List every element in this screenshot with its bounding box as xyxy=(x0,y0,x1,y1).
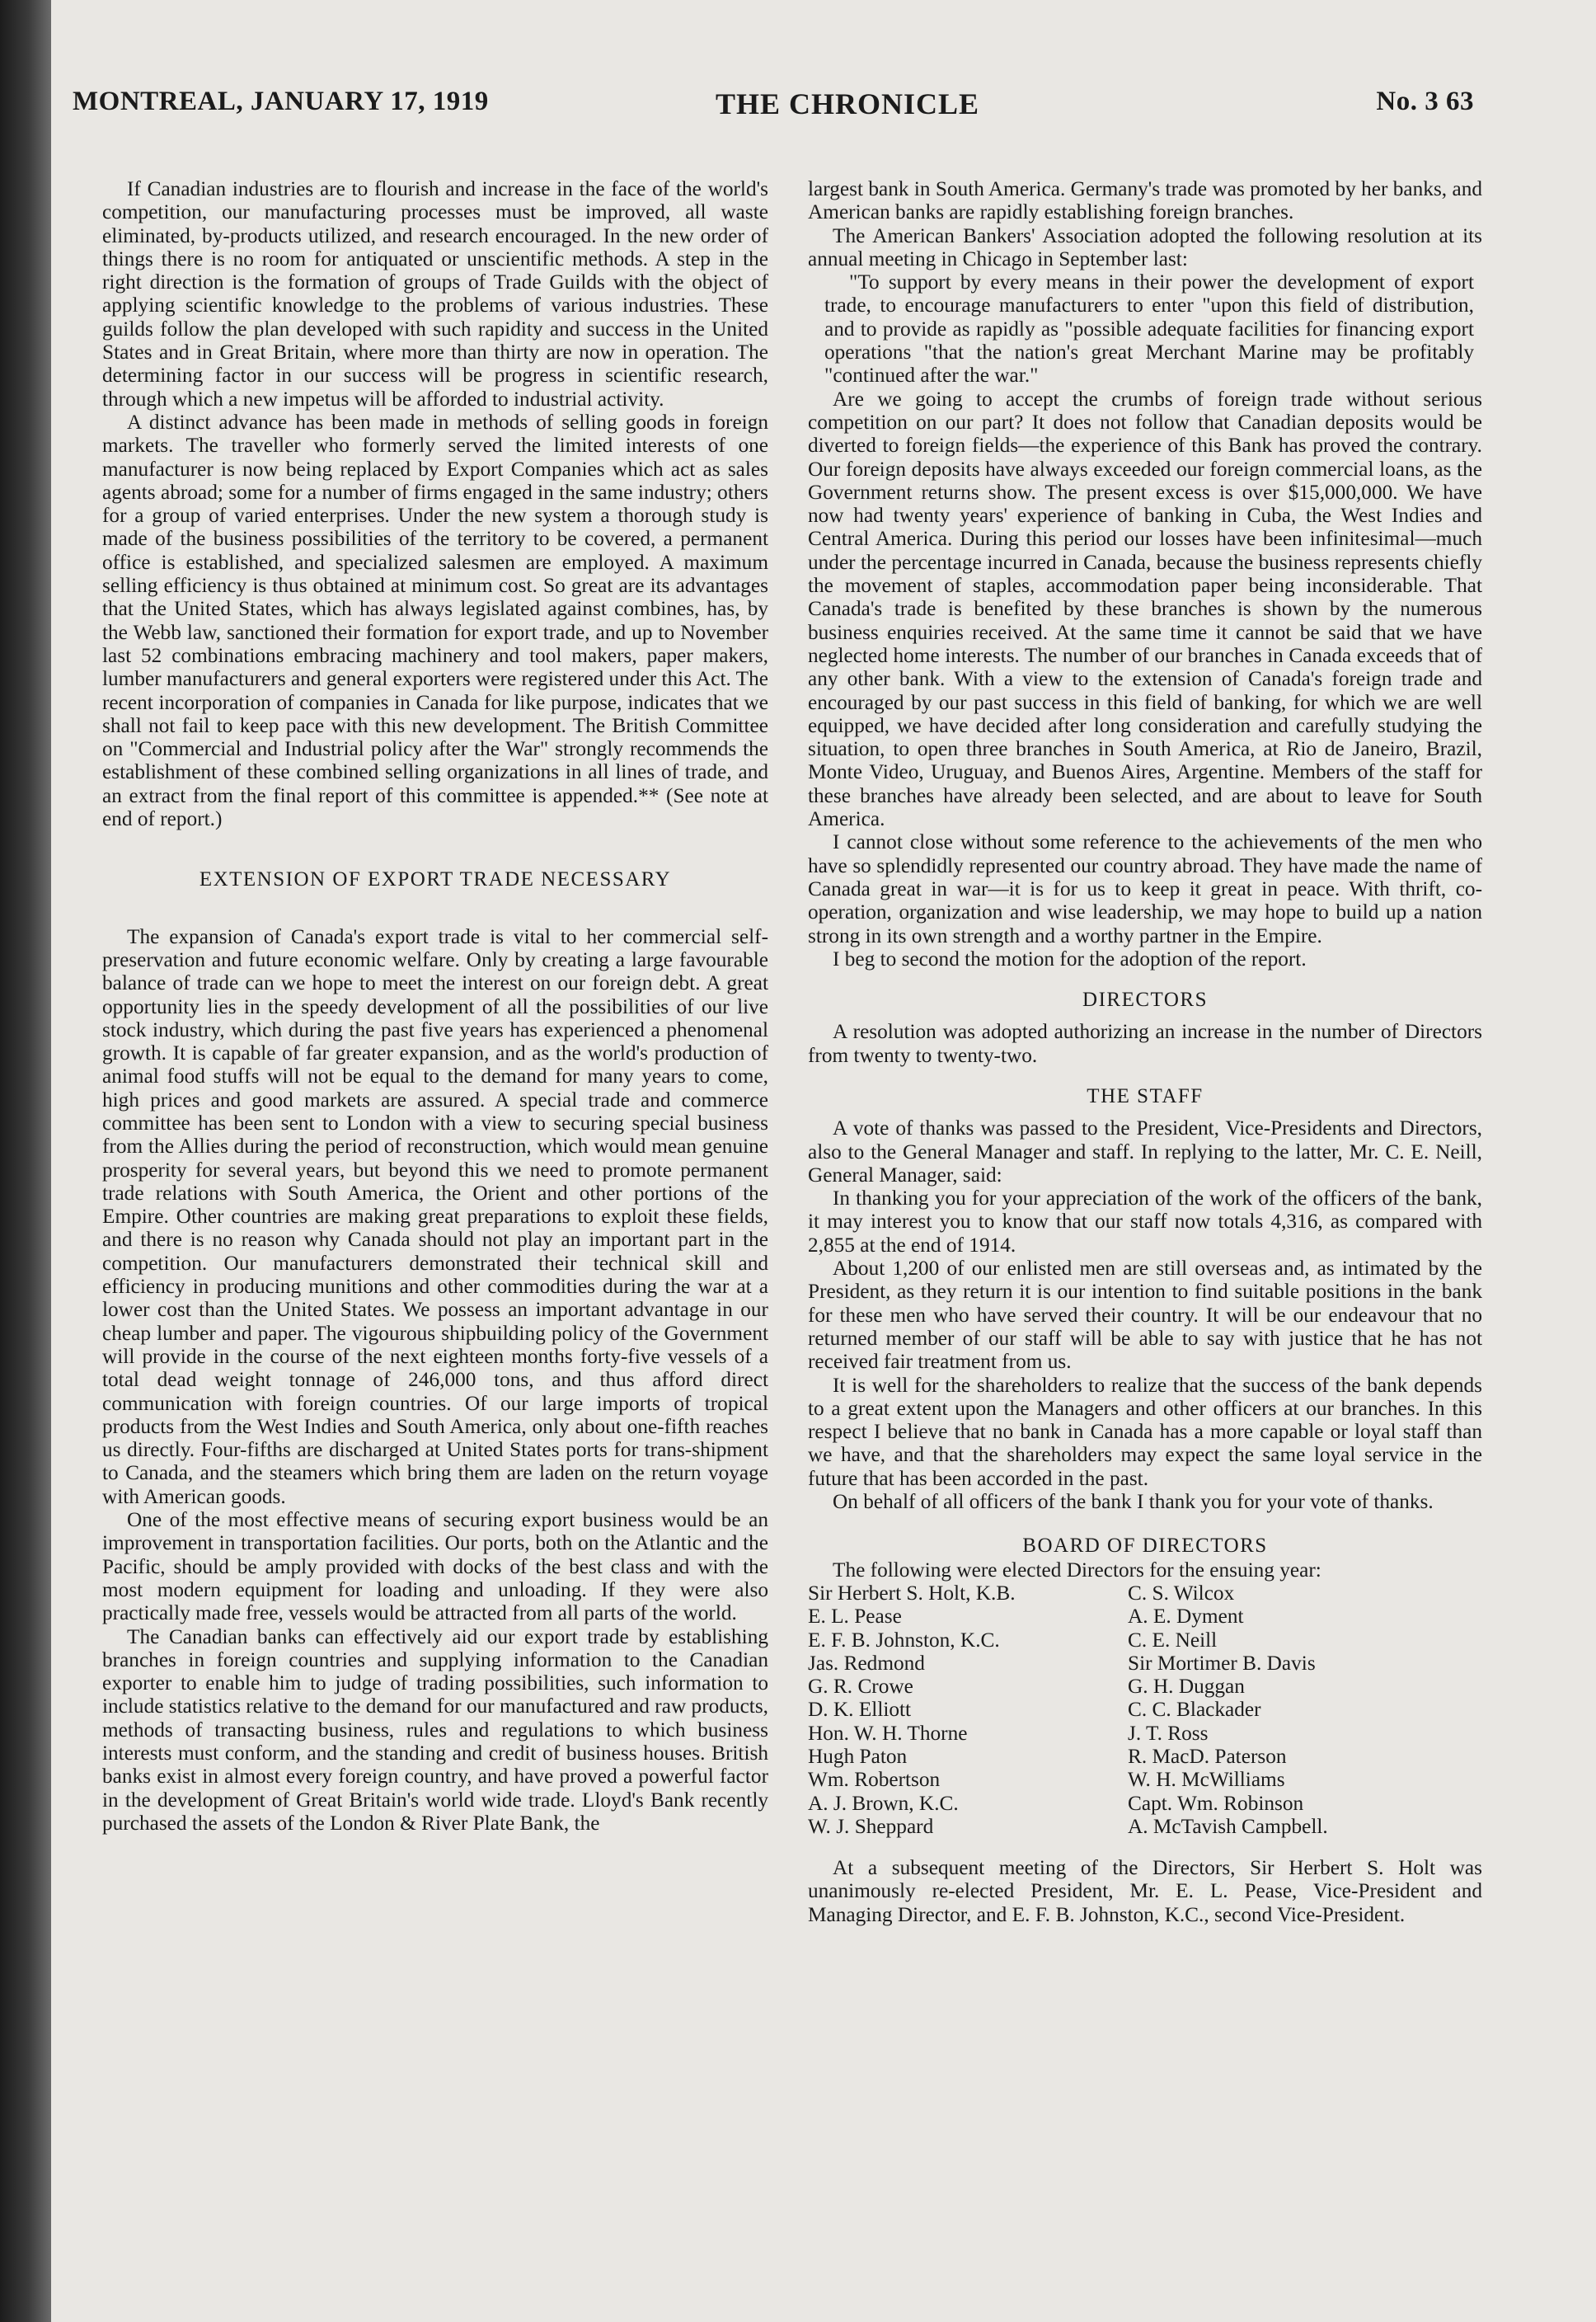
closing-paragraph: At a subsequent meeting of the Directors, Sir Herbert S. Holt was unanimously re-elected President, Mr. E. L. Pease, Vice-President and Managing Director, and E. F. B. Johnston, K.C., second Vice-President. xyxy=(808,1856,1482,1926)
paragraph: In thanking you for your appreciation of the work of the officers of the bank, it may interest you to know that our staff now totals 4,316, as compared with 2,855 at the end of 1914. xyxy=(808,1187,1482,1257)
left-column xyxy=(102,177,768,1835)
director-name: G. R. Crowe xyxy=(808,1675,913,1699)
director-name: Hugh Paton xyxy=(808,1745,908,1768)
section-heading-directors: DIRECTORS xyxy=(1082,989,1208,1012)
director-name: Sir Mortimer B. Davis xyxy=(1128,1651,1316,1675)
paragraph: A distinct advance has been made in methods of selling goods in foreign markets. The traveller who formerly served the limited interests of one manufacturer is now being replaced by Export Companies which act as sales agents abroad; some for a number of firms engaged in the same industry; others for a group of varied enterprises. Under the new system a thorough study is made of the business possibilities of the territory to be covered, a permanent office is established, and specialized salesmen are employed. A maximum selling efficiency is thus obtained at minimum cost. So great are its advantages that the United States, which has always legislated against combines, has, by the Webb law, sanctioned their formation for export trade, and up to November last 52 combinations embracing machinery and tool makers, paper makers, lumber manufacturers and general exporters were registered under this Act. The recent incorporation of companies in Canada for like purpose, indicates that we shall not fail to keep pace with this new development. The British Committee on "Commercial and Industrial policy after the War" strongly recommends the establishment of these combined selling organizations in all lines of trade, and an extract from the final report of this committee is appended.** (See note at end of report.) xyxy=(102,410,769,831)
resolution-quote: "To support by every means in their power the development of export trade, to encourage manufacturers to enter "upon this field of distribution, and to provide as rapidly as "possible adequate facilities for financing export operations "that the nation's great Merchant Marine may be profitably "continued after the war." xyxy=(824,270,1474,388)
paragraph: A vote of thanks was passed to the President, Vice-Presidents and Directors, also to the General Manager and staff. In replying to the latter, Mr. C. E. Neill, General Manager, said: xyxy=(808,1116,1482,1187)
director-name: Hon. W. H. Thorne xyxy=(808,1721,968,1745)
director-name: E. L. Pease xyxy=(808,1605,902,1629)
paragraph: I cannot close without some reference to the achievements of the men who have so splendidly represented our country abroad. They have made the name of Canada great in war—it is for us to keep it great in peace. With thrift, co-operation, organization and wise leadership, we may hope to build up a nation strong in its own strength and a worthy partner in the Empire. xyxy=(808,830,1482,947)
director-name: R. MacD. Paterson xyxy=(1128,1745,1287,1768)
board-of-directors-list xyxy=(808,1582,1482,1838)
running-header xyxy=(73,87,1474,128)
director-name: C. S. Wilcox xyxy=(1128,1581,1235,1605)
paragraph: About 1,200 of our enlisted men are still overseas and, as intimated by the President, as they return it is our intention to find suitable positions in the bank for these men who have served their country. It will be our endeavour that no returned member of our staff will be able to say with justice that he has not received fair treatment from us. xyxy=(808,1257,1482,1374)
director-name: W. J. Sheppard xyxy=(808,1814,934,1838)
paragraph: The expansion of Canada's export trade is vital to her commercial self-preservation and future economic welfare. Only by creating a large favourable balance of trade can we hope to meet the interest on our foreign debt. A great opportunity lies in the speedy development of all the possibilities of our live stock industry, which during the past five years has experienced a phenomenal growth. It is capable of far greater expansion, and as the world's production of animal food stuffs will not be equal to the demand for many years to come, high prices and good markets are assured. A special trade and commerce committee has been sent to London with a view to securing special business from the Allies during the period of reconstruction, which would mean genuine prosperity for several years, but beyond this we need to promote permanent trade relations with South America, the Orient and other portions of the Empire. Other countries are making great preparations to exploit these fields, and there is no reason why Canada should not play an important part in the competition. Our manufacturers demonstrated their technical skill and efficiency in producing munitions and other commodities during the war at a lower cost than the United States. We possess an important advantage in our cheap lumber and paper. The vigourous shipbuilding policy of the Government will provide in the course of the next eighteen months forty-five vessels of a total dead weight tonnage of 246,000 tons, and thus afford direct communication with foreign countries. Of our large imports of tropical products from the West Indies and South America, only about one-fifth reaches us directly. Four-fifths are discharged at United States ports for trans-shipment to Canada, and the steamers which bring them are laden on the return voyage with American goods. xyxy=(102,924,768,1508)
director-name: C. E. Neill xyxy=(1128,1628,1218,1652)
director-name: C. C. Blackader xyxy=(1128,1698,1261,1722)
director-name: A. McTavish Campbell. xyxy=(1128,1814,1328,1838)
section-heading-board: BOARD OF DIRECTORS xyxy=(1022,1535,1268,1558)
director-name: J. T. Ross xyxy=(1128,1721,1209,1745)
paragraph: A resolution was adopted authorizing an increase in the number of Directors from twenty to twenty-two. xyxy=(808,1020,1482,1067)
header-date: MONTREAL, JANUARY 17, 1919 xyxy=(73,87,489,116)
director-name: D. K. Elliott xyxy=(808,1698,912,1722)
book-binding xyxy=(0,0,51,2322)
director-name: Sir Herbert S. Holt, K.B. xyxy=(808,1581,1016,1605)
paragraph: It is well for the shareholders to realize that the success of the bank depends to a great extent upon the Managers and other officers at our branches. In this respect I believe that no bank in Canada has a more capable or loyal staff than we have, and that the shareholders may expect the same loyal service in the future that has been accorded in the past. xyxy=(808,1373,1482,1490)
paragraph: Are we going to accept the crumbs of foreign trade without serious competition on our part? It does not follow that Canadian deposits would be diverted to foreign fields—the experience of this Bank has proved the contrary. Our foreign deposits have always exceeded our foreign commercial loans, as the Government returns show. The present excess is over $15,000,000. We have now had twenty years' experience of banking in Cuba, the West Indies and Central America. During this period our losses have been infinitesimal—much under the percentage incurred in Canada, because the business represents chiefly the movement of staples, accommodation paper being inconsiderable. That Canada's trade is benefited by these branches is shown by the numerous business enquiries received. At the same time it cannot be said that we have neglected home interests. The number of our branches in Canada exceeds that of any other bank. With a view to the extension of Canada's foreign trade and encouraged by our past success in this field of banking, for which we are well equipped, we have decided after long consideration and carefully studying the situation, to open three branches in South America, at Rio de Janeiro, Brazil, Monte Video, Uruguay, and Buenos Aires, Argentine. Members of the staff for these branches have already been selected, and are about to leave for South America. xyxy=(808,387,1482,831)
paragraph: The Canadian banks can effectively aid our export trade by establishing branches in foreign countries and supplying information to the Canadian exporter to enable him to judge of trading possibilities, such information to include statistics relative to the demand for our manufactured and raw products, methods of transacting business, rules and regulations to which business interests must conform, and the standing and credit of business houses. British banks exist in almost every foreign country, and have proved a powerful factor in the development of Great Britain's world wide trade. Lloyd's Bank recently purchased the assets of the London & River Plate Bank, the xyxy=(102,1624,768,1835)
right-column xyxy=(808,177,1482,1926)
paragraph: I beg to second the motion for the adoption of the report. xyxy=(833,947,1307,971)
director-name: E. F. B. Johnston, K.C. xyxy=(808,1628,1000,1652)
paragraph: If Canadian industries are to flourish and increase in the face of the world's competition, our manufacturing processes must be improved, all waste eliminated, by-products utilized, and research encouraged. In the new order of things there is no room for antiquated or unscientific methods. A step in the right direction is the formation of groups of Trade Guilds with the object of applying scientific knowledge to the problems of various industries. These guilds follow the plan developed with such rapidity and success in the United States and in Great Britain, where more than thirty are now in operation. The determining factor in our success will be progress in scientific research, through which a new impetus will be afforded to industrial activity. xyxy=(102,177,768,411)
section-heading-export-trade: EXTENSION OF EXPORT TRADE NECESSARY xyxy=(199,868,672,891)
header-page-number: No. 3 63 xyxy=(1376,87,1474,116)
director-name: A. J. Brown, K.C. xyxy=(808,1791,959,1815)
director-name: W. H. McWilliams xyxy=(1128,1768,1285,1792)
director-name: A. E. Dyment xyxy=(1128,1605,1244,1629)
paragraph: largest bank in South America. Germany's trade was promoted by her banks, and American banks are rapidly establishing foreign branches. xyxy=(808,177,1482,224)
director-name: Wm. Robertson xyxy=(808,1768,941,1792)
director-name: Capt. Wm. Robinson xyxy=(1128,1791,1304,1815)
header-title: THE CHRONICLE xyxy=(716,87,980,120)
board-intro: The following were elected Directors for the ensuing year: xyxy=(833,1558,1321,1582)
director-name: G. H. Duggan xyxy=(1128,1675,1245,1699)
director-name: Jas. Redmond xyxy=(808,1651,925,1675)
section-heading-staff: THE STAFF xyxy=(1087,1084,1204,1107)
paragraph: On behalf of all officers of the bank I thank you for your vote of thanks. xyxy=(833,1490,1434,1514)
paragraph: The American Bankers' Association adopted the following resolution at its annual meeting in Chicago in September last: xyxy=(808,223,1482,270)
paragraph: One of the most effective means of securing export business would be an improvement in transportation facilities. Our ports, both on the Atlantic and the Pacific, should be amply provided with docks of the best class and with the most modern equipment for loading and unloading. If they were also practically made free, vessels would be attracted from all parts of the world. xyxy=(102,1508,768,1625)
